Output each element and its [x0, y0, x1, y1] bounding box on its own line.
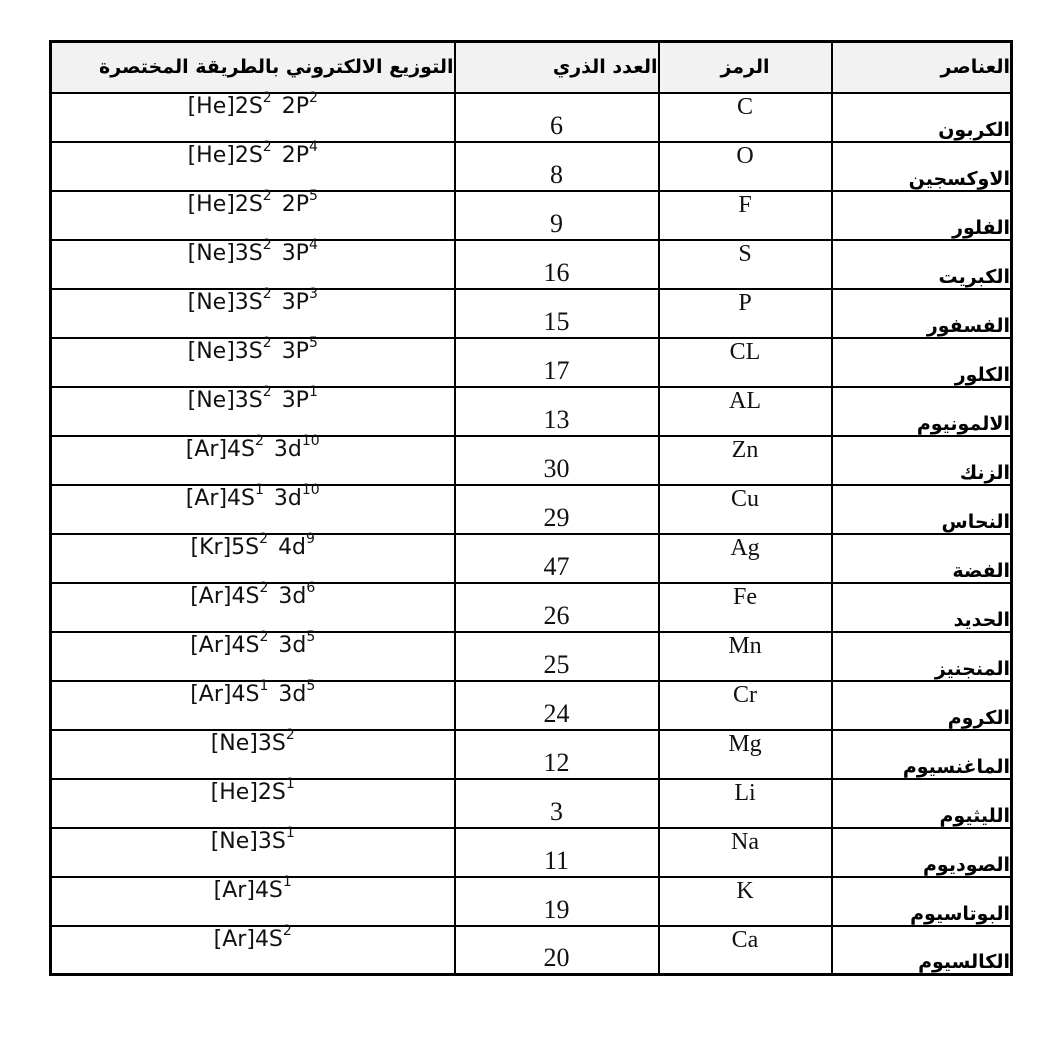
- config-outer-exponent: 10: [301, 433, 320, 450]
- config-core: [Kr]: [190, 534, 232, 560]
- config-s-exponent: 1: [285, 776, 295, 793]
- config-s-exponent: 2: [262, 237, 272, 254]
- element-name-cell: الحديد: [832, 583, 1012, 632]
- config-outer-group: [278, 678, 316, 707]
- electron-config-cell: [51, 874, 455, 926]
- electron-config-cell: [51, 139, 455, 191]
- symbol-cell: Fe: [659, 583, 832, 632]
- config-s-orbital: 4S: [231, 632, 260, 658]
- config-core: [Ne]: [187, 387, 235, 413]
- atomic-number-cell: 24: [455, 681, 659, 730]
- config-s-orbital: 3S: [257, 730, 286, 756]
- atomic-number-cell: 12: [455, 730, 659, 779]
- atomic-number-cell: 9: [455, 191, 659, 240]
- symbol-cell: Zn: [659, 436, 832, 485]
- config-s-exponent: 2: [282, 923, 292, 940]
- element-name-cell: النحاس: [832, 485, 1012, 534]
- table-row: [51, 730, 1012, 779]
- electron-config-cell: [51, 629, 455, 681]
- config-core: [Ar]: [213, 877, 255, 903]
- atomic-number-cell: 47: [455, 534, 659, 583]
- symbol-cell: F: [659, 191, 832, 240]
- symbol-cell: Ag: [659, 534, 832, 583]
- symbol-cell: S: [659, 240, 832, 289]
- electron-config-cell: [51, 433, 455, 485]
- electron-config-cell: [51, 678, 455, 730]
- atomic-number-cell: 30: [455, 436, 659, 485]
- config-s-exponent: 2: [259, 580, 269, 597]
- config-core: [Ar]: [190, 681, 232, 707]
- symbol-cell: C: [659, 93, 832, 142]
- atomic-number-cell: 26: [455, 583, 659, 632]
- config-s-exponent: 2: [262, 188, 272, 205]
- symbol-cell: Mg: [659, 730, 832, 779]
- config-s-orbital: 3S: [257, 828, 286, 854]
- config-outer-group: [281, 188, 318, 217]
- atomic-number-cell: 6: [455, 93, 659, 142]
- config-core: [He]: [210, 779, 258, 805]
- config-s-exponent: 2: [259, 531, 269, 548]
- config-outer-group: [281, 237, 318, 266]
- config-core: [Ne]: [210, 828, 258, 854]
- config-s-exponent: 2: [285, 727, 295, 744]
- config-s-exponent: 1: [255, 482, 264, 499]
- table-row: [51, 191, 1012, 240]
- config-s-exponent: 2: [262, 286, 272, 303]
- config-s-orbital: 3S: [234, 240, 263, 266]
- electron-config-cell: [51, 286, 455, 338]
- config-s-orbital: 2S: [234, 93, 263, 119]
- element-name-cell: الكروم: [832, 681, 1012, 730]
- electron-config-cell: [51, 923, 455, 975]
- config-s-exponent: 1: [285, 825, 295, 842]
- config-s-orbital: 3S: [234, 338, 263, 364]
- config-outer-orbital: 2P: [281, 142, 309, 168]
- config-s-exponent: 2: [262, 384, 272, 401]
- config-outer-exponent: 5: [308, 188, 318, 205]
- symbol-cell: AL: [659, 387, 832, 436]
- config-outer-group: [281, 286, 318, 315]
- config-s-exponent: 2: [262, 90, 272, 107]
- electron-config-cell: [51, 90, 455, 142]
- config-core: [He]: [187, 142, 235, 168]
- config-core: [Ne]: [187, 289, 235, 315]
- electron-config-cell: [51, 384, 455, 436]
- element-name-cell: الاوكسجين: [832, 142, 1012, 191]
- config-outer-exponent: 6: [306, 580, 316, 597]
- config-s-orbital: 4S: [231, 681, 260, 707]
- symbol-cell: P: [659, 289, 832, 338]
- element-name-cell: الكبريت: [832, 240, 1012, 289]
- config-outer-group: [278, 629, 316, 658]
- table-row: [51, 779, 1012, 828]
- config-outer-exponent: 4: [308, 237, 318, 254]
- element-name-cell: الالمونيوم: [832, 387, 1012, 436]
- table-row: [51, 534, 1012, 583]
- config-outer-orbital: 3P: [281, 338, 309, 364]
- config-s-exponent: 2: [255, 433, 264, 450]
- electron-config-cell: [51, 825, 455, 877]
- config-s-exponent: 1: [282, 874, 292, 891]
- table-row: [51, 583, 1012, 632]
- config-core: [He]: [187, 191, 235, 217]
- atomic-number-cell: 3: [455, 779, 659, 828]
- atomic-number-cell: 15: [455, 289, 659, 338]
- config-outer-orbital: 4d: [278, 534, 307, 560]
- config-core: [Ar]: [185, 485, 228, 511]
- element-name-cell: الماغنسيوم: [832, 730, 1012, 779]
- config-outer-group: [278, 580, 316, 609]
- table-body: [51, 90, 1012, 975]
- atomic-number-cell: 19: [455, 877, 659, 926]
- symbol-cell: Cr: [659, 681, 832, 730]
- symbol-cell: CL: [659, 338, 832, 387]
- element-name-cell: الكالسيوم: [832, 926, 1012, 975]
- electron-config-cell: [51, 482, 455, 534]
- table-row: [51, 338, 1012, 387]
- symbol-cell: K: [659, 877, 832, 926]
- atomic-number-cell: 13: [455, 387, 659, 436]
- config-outer-group: [281, 139, 318, 168]
- atomic-number-cell: 29: [455, 485, 659, 534]
- atomic-number-cell: 8: [455, 142, 659, 191]
- table-row: [51, 93, 1012, 142]
- config-outer-orbital: 3d: [273, 436, 302, 462]
- header-atomic-number: العدد الذري: [455, 42, 659, 93]
- atomic-number-cell: 25: [455, 632, 659, 681]
- config-outer-orbital: 3d: [278, 681, 307, 707]
- table-row: [51, 240, 1012, 289]
- electron-config-cell: [51, 580, 455, 632]
- config-outer-orbital: 3d: [278, 632, 307, 658]
- config-s-orbital: 3S: [234, 387, 263, 413]
- config-s-orbital: 4S: [227, 436, 255, 462]
- table-header: [51, 42, 1012, 93]
- header-row: [51, 42, 1012, 93]
- config-outer-exponent: 4: [308, 139, 318, 156]
- config-outer-exponent: 10: [301, 482, 320, 499]
- element-name-cell: الكلور: [832, 338, 1012, 387]
- table-row: [51, 926, 1012, 975]
- header-config: التوزيع الالكتروني بالطريقة المختصرة: [51, 42, 455, 93]
- config-s-orbital: 3S: [234, 289, 263, 315]
- electron-config-cell: [51, 188, 455, 240]
- config-s-orbital: 5S: [231, 534, 260, 560]
- element-name-cell: الفلور: [832, 191, 1012, 240]
- config-s-orbital: 4S: [254, 877, 283, 903]
- config-s-orbital: 4S: [227, 485, 255, 511]
- element-name-cell: الكربون: [832, 93, 1012, 142]
- atomic-number-cell: 17: [455, 338, 659, 387]
- element-name-cell: الفسفور: [832, 289, 1012, 338]
- config-outer-exponent: 5: [306, 629, 316, 646]
- table-row: [51, 289, 1012, 338]
- table-row: [51, 632, 1012, 681]
- config-outer-exponent: 2: [308, 90, 318, 107]
- table-row: [51, 142, 1012, 191]
- table-row: [51, 436, 1012, 485]
- table-row: [51, 387, 1012, 436]
- config-core: [Ar]: [185, 436, 228, 462]
- config-outer-group: [281, 90, 318, 119]
- config-s-exponent: 2: [262, 139, 272, 156]
- config-core: [Ar]: [190, 632, 232, 658]
- config-core: [Ar]: [190, 583, 232, 609]
- config-outer-orbital: 3d: [278, 583, 307, 609]
- electron-config-cell: [51, 237, 455, 289]
- symbol-cell: Na: [659, 828, 832, 877]
- element-name-cell: الليثيوم: [832, 779, 1012, 828]
- element-table: [49, 40, 1013, 976]
- symbol-cell: Li: [659, 779, 832, 828]
- config-s-exponent: 2: [262, 335, 272, 352]
- table-row: [51, 828, 1012, 877]
- config-outer-orbital: 3P: [281, 240, 309, 266]
- config-s-orbital: 2S: [234, 191, 263, 217]
- config-core: [Ne]: [187, 338, 235, 364]
- config-outer-exponent: 9: [306, 531, 315, 548]
- config-outer-group: [281, 384, 318, 413]
- symbol-cell: Ca: [659, 926, 832, 975]
- config-outer-group: [273, 433, 320, 462]
- config-core: [Ne]: [210, 730, 258, 756]
- config-outer-group: [281, 335, 318, 364]
- symbol-cell: Cu: [659, 485, 832, 534]
- config-s-exponent: 1: [259, 678, 269, 695]
- config-s-exponent: 2: [259, 629, 269, 646]
- table-row: [51, 681, 1012, 730]
- config-outer-exponent: 1: [308, 384, 318, 401]
- config-outer-group: [273, 482, 320, 511]
- atomic-number-cell: 20: [455, 926, 659, 975]
- config-core: [Ar]: [213, 926, 255, 952]
- element-name-cell: البوتاسيوم: [832, 877, 1012, 926]
- config-outer-exponent: 5: [306, 678, 316, 695]
- config-core: [Ne]: [187, 240, 235, 266]
- config-outer-orbital: 3P: [281, 387, 309, 413]
- element-name-cell: المنجنيز: [832, 632, 1012, 681]
- config-outer-orbital: 2P: [281, 191, 309, 217]
- electron-config-cell: [51, 727, 455, 779]
- atomic-number-cell: 16: [455, 240, 659, 289]
- element-name-cell: الزنك: [832, 436, 1012, 485]
- config-outer-exponent: 5: [308, 335, 318, 352]
- symbol-cell: Mn: [659, 632, 832, 681]
- table-row: [51, 485, 1012, 534]
- config-s-orbital: 4S: [231, 583, 260, 609]
- config-outer-exponent: 3: [308, 286, 318, 303]
- config-outer-orbital: 2P: [281, 93, 309, 119]
- header-element: العناصر: [832, 42, 1012, 93]
- header-symbol: الرمز: [659, 42, 832, 93]
- config-s-orbital: 4S: [254, 926, 283, 952]
- config-core: [He]: [187, 93, 235, 119]
- config-s-orbital: 2S: [234, 142, 263, 168]
- symbol-cell: O: [659, 142, 832, 191]
- element-name-cell: الفضة: [832, 534, 1012, 583]
- config-outer-group: [278, 531, 315, 560]
- config-s-orbital: 2S: [257, 779, 286, 805]
- config-outer-orbital: 3P: [281, 289, 309, 315]
- element-name-cell: الصوديوم: [832, 828, 1012, 877]
- electron-config-cell: [51, 335, 455, 387]
- table-row: [51, 877, 1012, 926]
- electron-config-cell: [51, 531, 455, 583]
- electron-config-cell: [51, 776, 455, 828]
- config-outer-orbital: 3d: [273, 485, 302, 511]
- atomic-number-cell: 11: [455, 828, 659, 877]
